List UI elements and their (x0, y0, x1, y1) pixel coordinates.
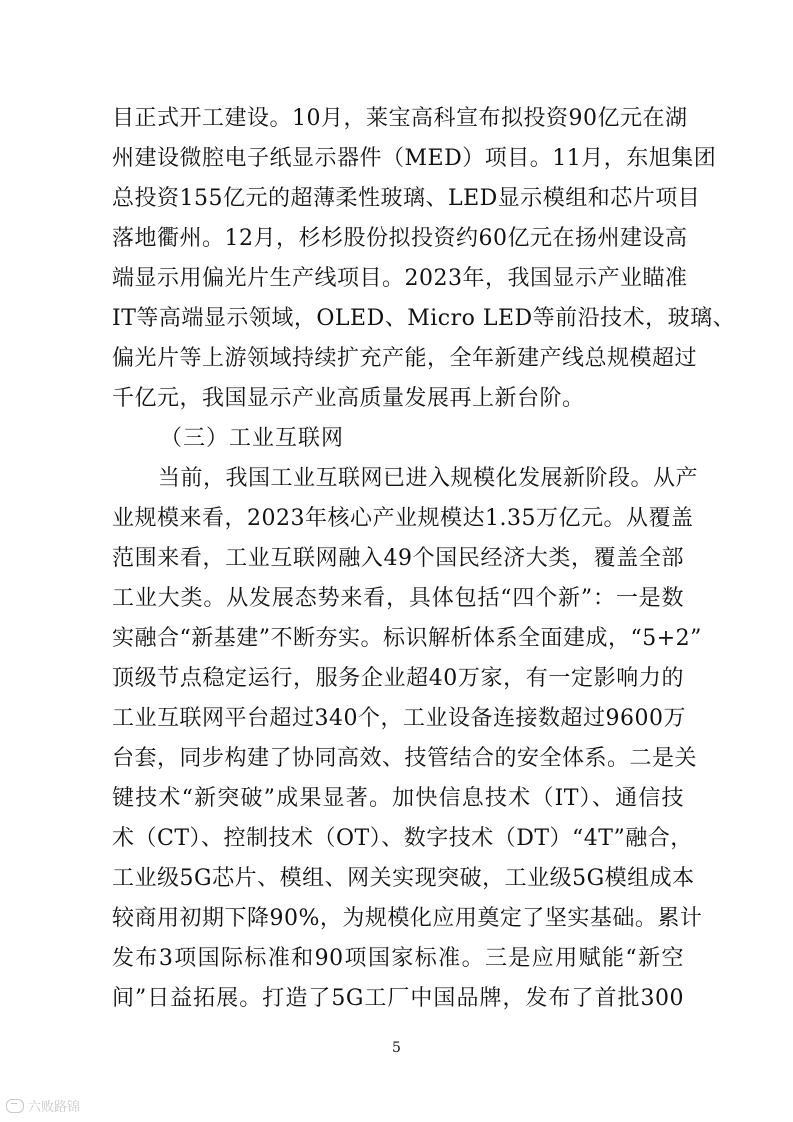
body-text-line: 台套，同步构建了协同高效、技管结合的安全体系。二是关 (112, 746, 698, 771)
body-text-line: 范围来看，工业互联网融入49个国民经济大类，覆盖全部 (112, 546, 684, 571)
body-text-line: 工业级5G芯片、模组、网关实现突破，工业级5G模组成本 (112, 866, 695, 891)
body-text-line: 州建设微腔电子纸显示器件（MED）项目。11月，东旭集团 (112, 146, 717, 171)
section-heading: （三）工业互联网 (160, 426, 345, 451)
body-text-line: 实融合“新基建”不断夯实。标识解析体系全面建成，“5+2” (112, 626, 702, 651)
body-text-line: 当前，我国工业互联网已进入规模化发展新阶段。从产 (158, 466, 699, 491)
body-text-line: IT等高端显示领域，OLED、Micro LED等前沿技术，玻璃、 (112, 306, 736, 331)
body-text-line: 总投资155亿元的超薄柔性玻璃、LED显示模组和芯片项目 (112, 186, 701, 211)
body-text-line: 目正式开工建设。10月，莱宝高科宣布拟投资90亿元在湖 (112, 106, 688, 131)
watermark (6, 1096, 80, 1115)
body-text-line: 术（CT）、控制技术（OT）、数字技术（DT）“4T”融合， (112, 826, 693, 851)
body-text-line: 键技术“新突破”成果显著。加快信息技术（IT）、通信技 (112, 786, 684, 811)
body-text-line: 千亿元，我国显示产业高质量发展再上新台阶。 (112, 386, 585, 411)
body-text-line: 工业互联网平台超过340个，工业设备连接数超过9600万 (112, 706, 686, 731)
body-text-line: 间”日益拓展。打造了5G工厂中国品牌，发布了首批300 (112, 986, 684, 1011)
body-text-line: 顶级节点稳定运行，服务企业超40万家，有一定影响力的 (112, 666, 684, 691)
body-text-line: 发布3项国际标准和90项国家标准。三是应用赋能“新空 (112, 946, 684, 971)
watermark-text: 六败路锦 (28, 1100, 81, 1115)
body-text-line: 落地衢州。12月，杉杉股份拟投资约60亿元在扬州建设高 (112, 226, 688, 251)
body-text-line: 偏光片等上游领域持续扩充产能，全年新建产线总规模超过 (112, 346, 698, 371)
body-text-line: 工业大类。从发展态势来看，具体包括“四个新”：一是数 (112, 586, 684, 611)
page-number: 5 (392, 1040, 401, 1056)
body-text-line: 较商用初期下降90%，为规模化应用奠定了坚实基础。累计 (112, 906, 703, 931)
watermark-logo-icon (6, 1099, 24, 1113)
body-text-line: 端显示用偏光片生产线项目。2023年，我国显示产业瞄准 (112, 266, 688, 291)
body-text-line: 业规模来看，2023年核心产业规模达1.35万亿元。从覆盖 (112, 506, 694, 531)
